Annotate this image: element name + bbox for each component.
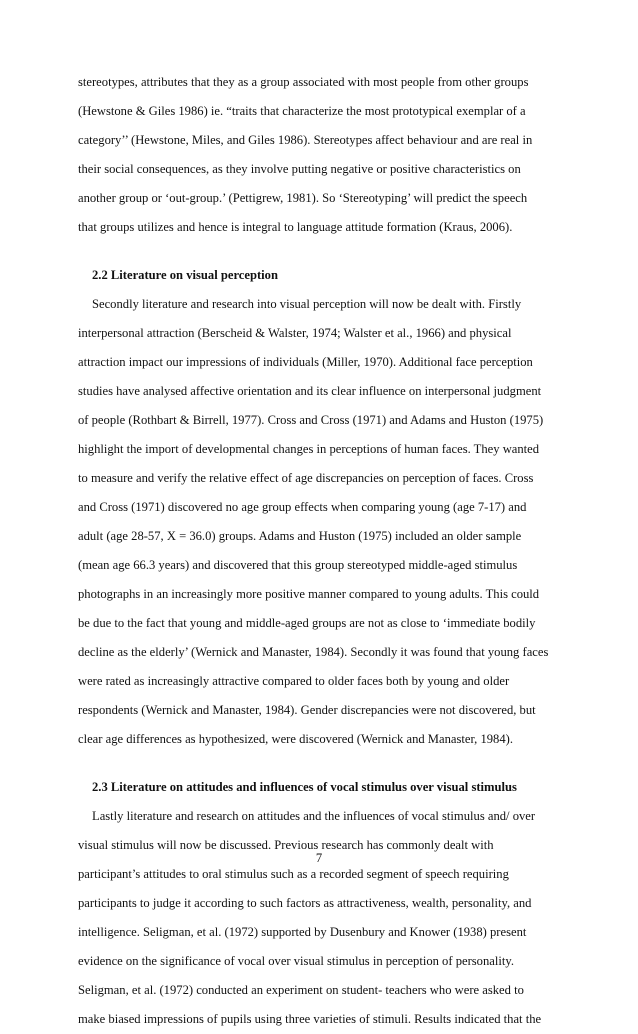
text-line: be due to the fact that young and middle-aged groups are not as close to ‘immediate bodily: [78, 616, 536, 630]
text-line: attraction impact our impressions of individuals (Miller, 1970). Additional face perception: [78, 355, 533, 369]
text-line: participants to judge it according to such factors as attractiveness, wealth, personality, and: [78, 896, 532, 910]
section-visual-perception: [78, 261, 578, 754]
text-line: make biased impressions of pupils using three varieties of stimuli. Results indicated that the: [78, 1012, 542, 1026]
text-line: adult (age 28-57, X = 36.0) groups. Adams and Huston (1975) included an older sample: [78, 529, 522, 543]
text-line: category’’ (Hewstone, Miles, and Giles 1986). Stereotypes affect behaviour and are real in: [78, 133, 533, 147]
text-line: and Cross (1971) discovered no age group effects when comparing young (age 7-17) and: [78, 500, 527, 514]
text-line: intelligence. Seligman, et al. (1972) supported by Dusenbury and Knower (1938) present: [78, 925, 527, 939]
section-heading: 2.3 Literature on attitudes and influences of vocal stimulus over visual stimulus: [92, 780, 517, 794]
text-line: stereotypes, attributes that they as a group associated with most people from other groups: [78, 75, 529, 89]
section-spacer: [78, 242, 578, 261]
text-line: another group or ‘out-group.’ (Pettigrew, 1981). So ‘Stereotyping’ will predict the speech: [78, 191, 528, 205]
section-attitudes-vocal-visual: [78, 773, 578, 1034]
text-line: that groups utilizes and hence is integral to language attitude formation (Kraus, 2006).: [78, 220, 513, 234]
paragraph-intro: [78, 68, 578, 242]
text-line: (Hewstone & Giles 1986) ie. “traits that characterize the most prototypical exemplar of a: [78, 104, 526, 118]
text-line: evidence on the significance of vocal over visual stimulus in perception of personality.: [78, 954, 514, 968]
text-line: to measure and verify the relative effect of age discrepancies on perception of faces. Cross: [78, 471, 534, 485]
text-line: clear age differences as hypothesized, were discovered (Wernick and Manaster, 1984).: [78, 732, 513, 746]
text-line: of people (Rothbart & Birrell, 1977). Cross and Cross (1971) and Adams and Huston (1975): [78, 413, 544, 427]
text-line: their social consequences, as they involve putting negative or positive characteristics on: [78, 162, 521, 176]
text-line: Lastly literature and research on attitudes and the influences of vocal stimulus and/ over: [92, 809, 536, 823]
text-line: (mean age 66.3 years) and discovered that this group stereotyped middle-aged stimulus: [78, 558, 518, 572]
text-line: interpersonal attraction (Berscheid & Walster, 1974; Walster et al., 1966) and physical: [78, 326, 512, 340]
section-spacer: [78, 754, 578, 773]
text-line: Seligman, et al. (1972) conducted an experiment on student- teachers who were asked to: [78, 983, 524, 997]
page-number: 7: [315, 851, 323, 865]
text-line: participant’s attitudes to oral stimulus such as a recorded segment of speech requiring: [78, 867, 509, 881]
text-line: highlight the import of developmental changes in perceptions of human faces. They wanted: [78, 442, 540, 456]
document-body: [78, 68, 578, 1034]
text-line: were rated as increasingly attractive compared to older faces both by young and older: [78, 674, 510, 688]
text-line: respondents (Wernick and Manaster, 1984). Gender discrepancies were not discovered, but: [78, 703, 536, 717]
section-heading: 2.2 Literature on visual perception: [92, 268, 278, 282]
text-line: studies have analysed affective orientation and its clear influence on interpersonal judgment: [78, 384, 542, 398]
text-line: visual stimulus will now be discussed. Previous research has commonly dealt with: [78, 838, 494, 852]
text-line: Secondly literature and research into visual perception will now be dealt with. Firstly: [92, 297, 522, 311]
text-line: photographs in an increasingly more positive manner compared to young adults. This could: [78, 587, 540, 601]
text-line: decline as the elderly’ (Wernick and Manaster, 1984). Secondly it was found that young faces: [78, 645, 549, 659]
